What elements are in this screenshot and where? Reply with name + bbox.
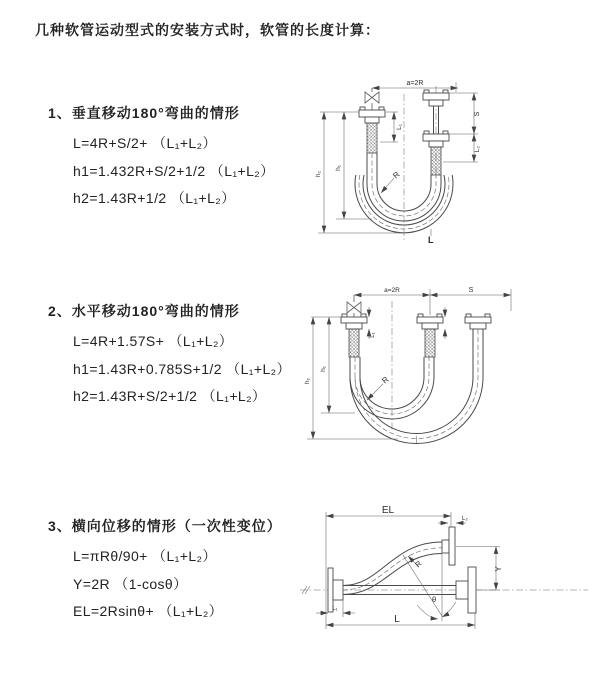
dim-label-h2: h₂ xyxy=(315,170,322,178)
dim-label-theta: θ xyxy=(432,595,437,604)
dim-label-radius: R xyxy=(413,558,424,570)
dim-label-radius: R xyxy=(380,374,391,386)
formula-s1-h1: h1=1.432R+S/2+1/2 （L₁+L₂） xyxy=(73,162,275,179)
diagram-lateral-displacement xyxy=(296,503,596,655)
dim-label-l2: L₂ xyxy=(462,516,468,522)
valve-icon xyxy=(347,295,361,317)
formula-s3-Y: Y=2R （1-cosθ） xyxy=(73,575,188,592)
dim-label-length: L xyxy=(428,235,434,245)
formula-s1-L: L=4R+S/2+ （L₁+L₂） xyxy=(73,135,217,151)
section-horizontal-movement xyxy=(48,301,291,411)
dim-label-h1: h₁ xyxy=(320,366,327,372)
formula-s2-h2: h2=1.43R+S/2+1/2 （L₁+L₂） xyxy=(73,388,267,404)
formula-s3-EL: EL=2Rsinθ+ （L₁+L₂） xyxy=(73,603,224,619)
dim-label-y: Y xyxy=(494,566,503,572)
formula-s2-h1: h1=1.43R+0.785S+1/2 （L₁+L₂） xyxy=(73,360,291,377)
middle-flange xyxy=(417,314,443,329)
hose-u-bend xyxy=(350,329,483,444)
right-flange-displaced xyxy=(442,527,455,565)
dim-label-a2r: a=2R xyxy=(406,80,424,87)
diagram-vertical-180-bend xyxy=(310,72,530,254)
valve-icon xyxy=(365,88,379,110)
middle-braid-section xyxy=(425,329,435,357)
diagram-horizontal-180-bend xyxy=(303,281,543,453)
dim-label-l1: L₁ xyxy=(332,606,338,612)
left-braid-section xyxy=(367,123,377,153)
formula-s1-h2: h2=1.43R+1/2 （L₁+L₂） xyxy=(73,190,236,206)
dim-label-a2r: a=2R xyxy=(384,287,400,294)
right-braid-section xyxy=(431,147,441,175)
right-flange xyxy=(465,314,491,329)
formula-s2-L: L=4R+1.57S+ （L₁+L₂） xyxy=(73,333,234,349)
section-2-heading: 2、水平移动180°弯曲的情形 xyxy=(48,303,240,319)
right-flange-original xyxy=(456,567,476,613)
hose-displaced-position xyxy=(343,542,442,595)
section-1-heading: 1、垂直移动180°弯曲的情形 xyxy=(48,105,240,121)
dim-label-s: S xyxy=(474,111,481,117)
dim-label-s: S xyxy=(468,287,474,294)
dim-label-h1: h₁ xyxy=(335,165,342,171)
dim-label-l: L xyxy=(394,614,400,625)
dim-label-l2: L₂ xyxy=(474,145,481,153)
dim-label-l1: L₁ xyxy=(396,124,403,130)
dim-label-h2: h₂ xyxy=(304,377,311,385)
section-vertical-movement xyxy=(48,103,275,213)
dim-label-el: EL xyxy=(381,505,395,516)
section-3-heading: 3、横向位移的情形（一次性变位） xyxy=(48,518,282,534)
dim-label-radius: R xyxy=(391,169,402,181)
section-lateral-displacement xyxy=(48,516,282,626)
page-title: 几种软管运动型式的安装方式时，软管的长度计算： xyxy=(35,22,380,38)
dim-label-l1: L₁ xyxy=(370,332,376,338)
formula-s3-L: L=πRθ/90+ （L₁+L₂） xyxy=(73,548,217,564)
left-braid-section xyxy=(349,329,359,357)
